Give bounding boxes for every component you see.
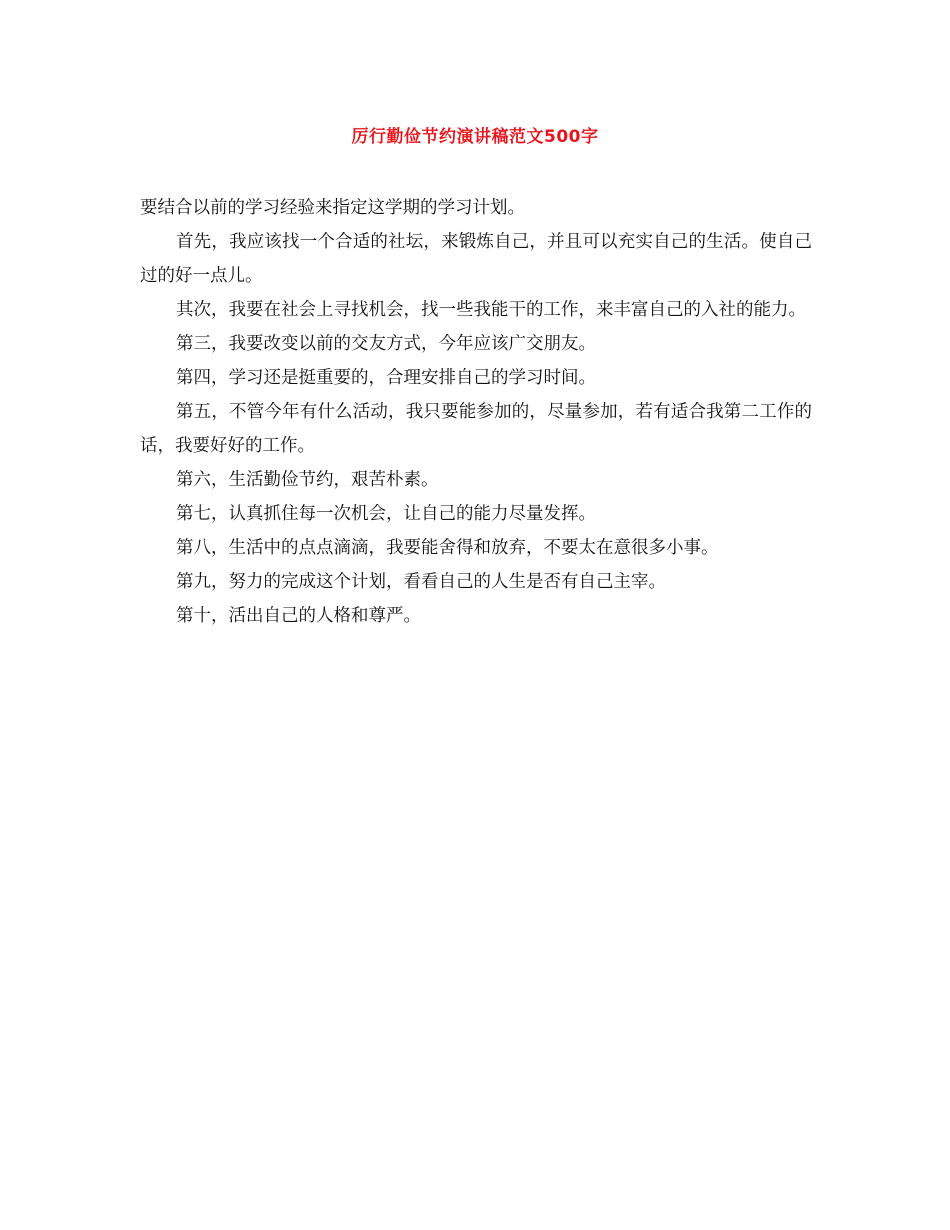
- paragraph: 第九，努力的完成这个计划，看看自己的人生是否有自己主宰。: [176, 572, 666, 592]
- paragraph: 第三，我要改变以前的交友方式，今年应该广交朋友。: [176, 334, 596, 354]
- document-body: [140, 191, 812, 633]
- paragraph: 第十，活出自己的人格和尊严。: [176, 606, 421, 626]
- paragraph: 第五，不管今年有什么活动，我只要能参加的，尽量参加，若有适合我第二工作的话，我要好好的工作。: [140, 402, 812, 456]
- paragraph: 要结合以前的学习经验来指定这学期的学习计划。: [140, 198, 525, 218]
- paragraph: 第八，生活中的点点滴滴，我要能舍得和放弃，不要太在意很多小事。: [176, 538, 719, 558]
- paragraph: 第四，学习还是挺重要的，合理安排自己的学习时间。: [176, 368, 596, 388]
- paragraph: 第七，认真抓住每一次机会，让自己的能力尽量发挥。: [176, 504, 596, 524]
- paragraph: 第六，生活勤俭节约，艰苦朴素。: [176, 470, 439, 490]
- document-title: 厉行勤俭节约演讲稿范文500字: [351, 127, 599, 147]
- paragraph: 其次，我要在社会上寻找机会，找一些我能干的工作，来丰富自己的入社的能力。: [176, 300, 806, 320]
- paragraph: 首先，我应该找一个合适的社坛，来锻炼自己，并且可以充实自己的生活。使自己过的好一点儿。: [140, 232, 812, 286]
